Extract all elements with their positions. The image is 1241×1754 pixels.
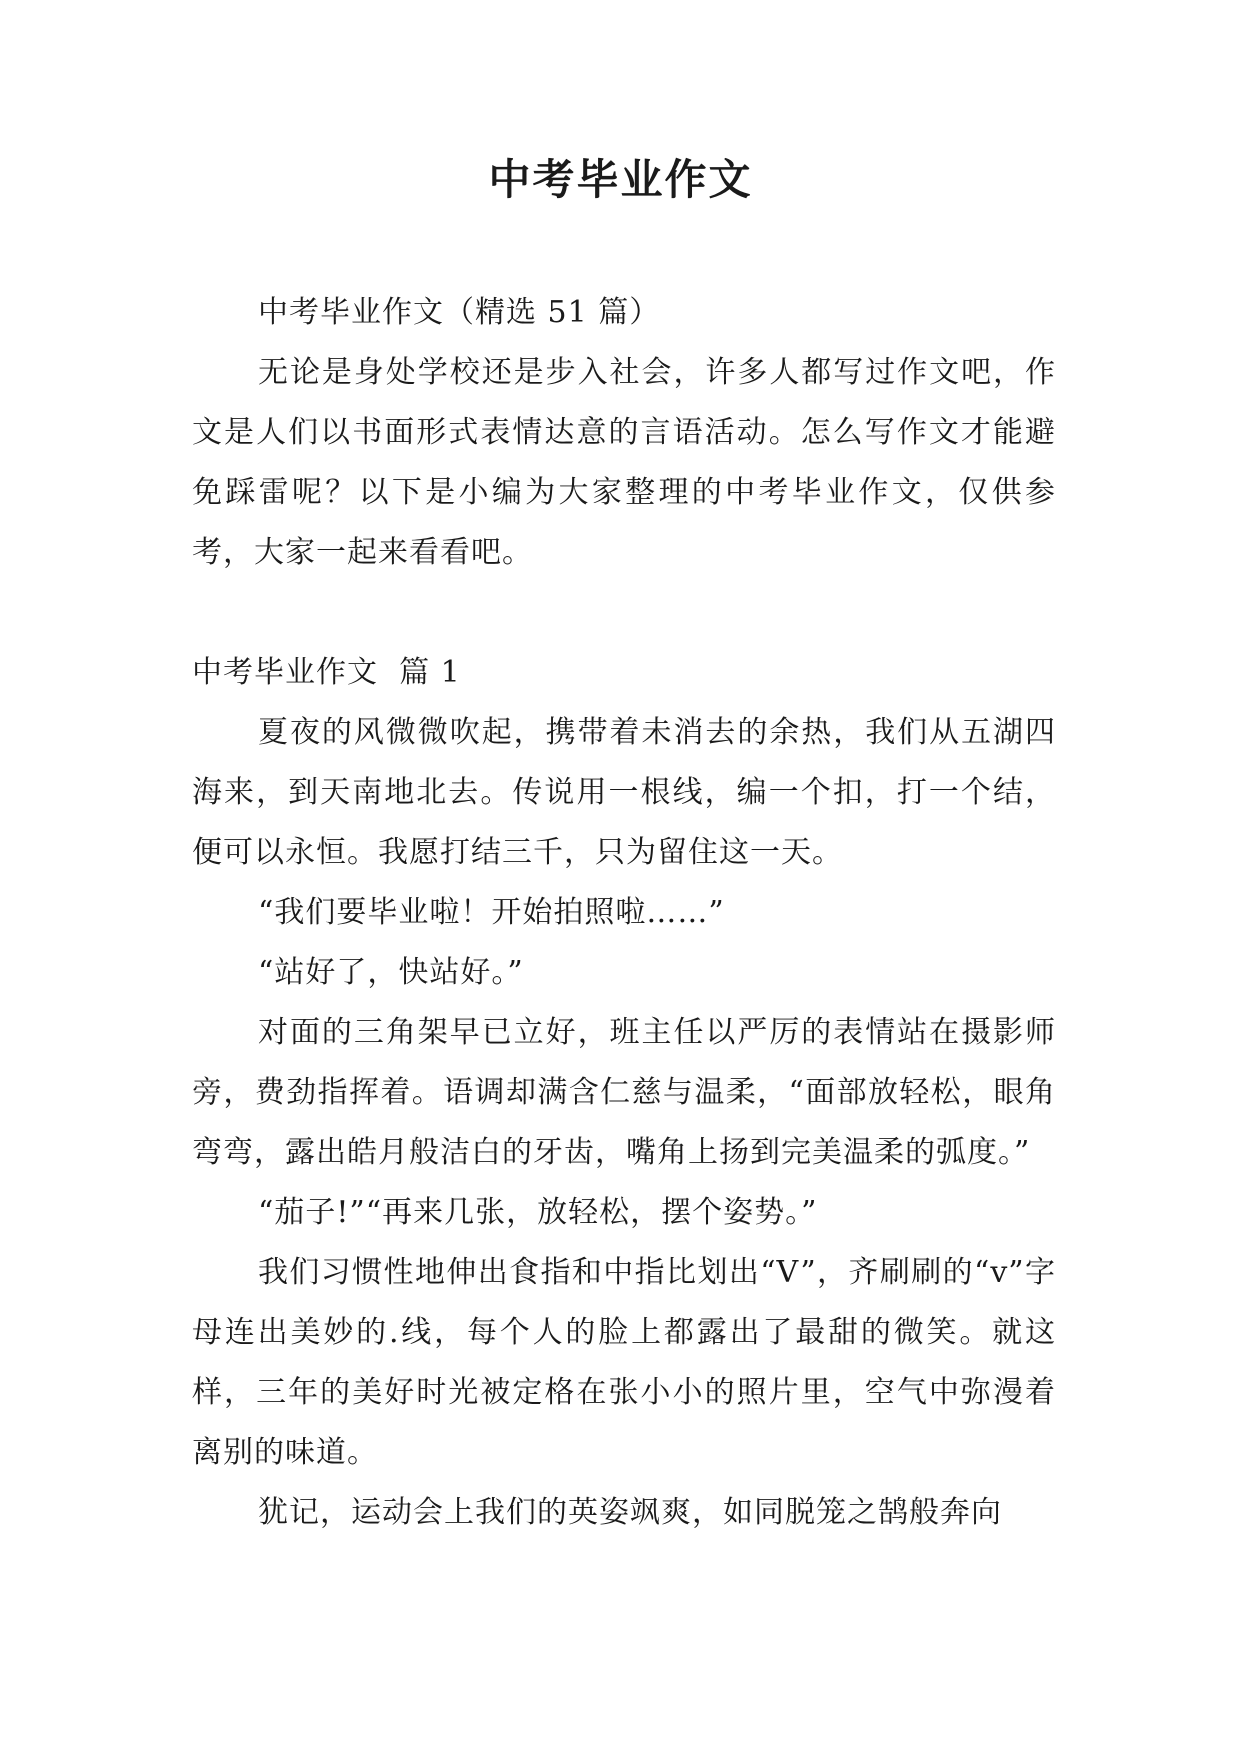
section-paragraph-1: 夏夜的风微微吹起，携带着未消去的余热，我们从五湖四海来，到天南地北去。传说用一根线，编一个扣，打一个结，便可以永恒。我愿打结三千，只为留住这一天。 (192, 715, 1056, 870)
section-gap (192, 583, 1056, 643)
document-title: 中考毕业作文 (488, 155, 753, 204)
document-body (192, 283, 1056, 1543)
intro-subtitle: 中考毕业作文（精选 51 篇） (258, 295, 661, 330)
section-paragraph-7: 犹记，运动会上我们的英姿飒爽，如同脱笼之鹄般奔向 (258, 1495, 1002, 1530)
section-paragraph-3: “站好了，快站好。” (258, 955, 524, 990)
intro-paragraph: 无论是身处学校还是步入社会，许多人都写过作文吧，作文是人们以书面形式表情达意的言语活动。怎么写作文才能避免踩雷呢？以下是小编为大家整理的中考毕业作文，仅供参考，大家一起来看看吧。 (192, 355, 1056, 570)
section-paragraph-6: 我们习惯性地伸出食指和中指比划出“V”，齐刷刷的“v”字母连出美妙的.线，每个人的脸上都露出了最甜的微笑。就这样，三年的美好时光被定格在张小小的照片里，空气中弥漫着离别的味道。 (192, 1255, 1056, 1470)
section-heading: 中考毕业作文 篇 1 (192, 655, 461, 690)
section-paragraph-5: “茄子!”“再来几张，放轻松，摆个姿势。” (258, 1195, 818, 1230)
section-paragraph-2: “我们要毕业啦！开始拍照啦……” (258, 895, 725, 930)
section-paragraph-4: 对面的三角架早已立好，班主任以严厉的表情站在摄影师旁，费劲指挥着。语调却满含仁慈与温柔，“面部放轻松，眼角弯弯，露出皓月般洁白的牙齿，嘴角上扬到完美温柔的弧度。” (192, 1015, 1056, 1170)
